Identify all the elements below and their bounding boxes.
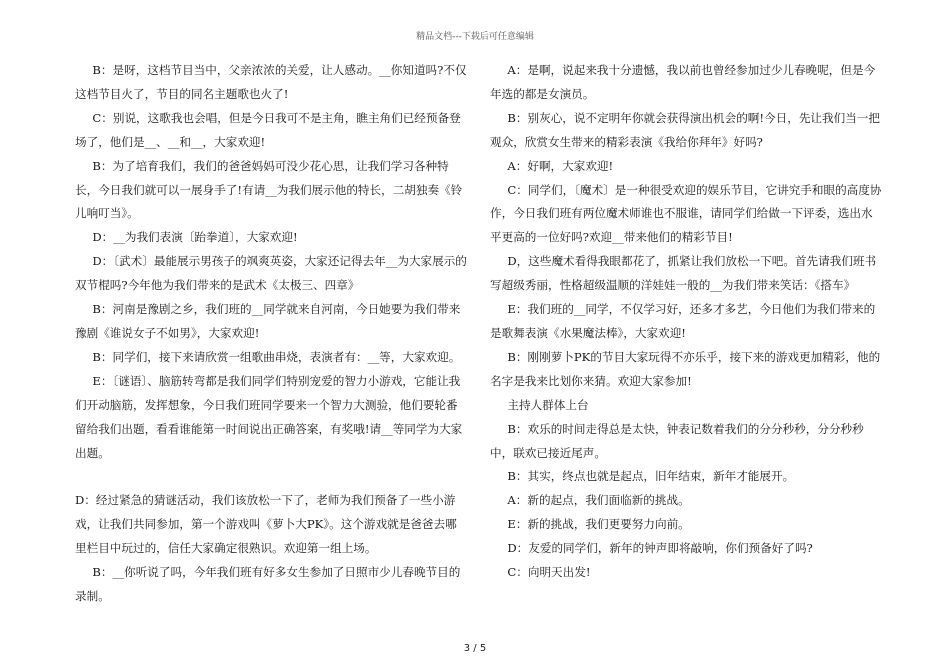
page-header: 精品文档---下载后可任意编辑 (416, 32, 534, 42)
paragraph: B：其实，终点也就是起点，旧年结束，新年才能展开。 (507, 469, 795, 484)
paragraph: C：同学们，〔魔术〕是一种很受欢迎的娱乐节目，它讲究手和眼的高度协作，今日我们班有两位魔术师谁也不服谁，请同学们给做一下评委，选出水平更高的一位好吗?欢迎__带来他们的精彩节目! (490, 182, 882, 245)
paragraph: B：欢乐的时间走得总是太快，钟表记数着我们的分分秒秒，分分秒秒中，联欢已接近尾声。 (490, 421, 864, 460)
paragraph: E：〔谜语〕、脑筋转弯都是我们同学们特别宠爱的智力小游戏，它能让我们开动脑筋，发挥想象，今日我们班同学要来一个智力大测验，他们要轮番留给我们出题，看看谁能第一时间说出正确答案，有奖哦!请__等同学为大家出题。 (75, 373, 463, 460)
paragraph: D：__为我们表演〔跆拳道〕，大家欢迎! (92, 230, 298, 245)
paragraph: B：别灰心，说不定明年你就会获得演出机会的啊!今日，先让我们当一把观众，欣赏女生带来的精彩表演《我给你拜年》好吗? (490, 110, 880, 149)
paragraph: B：是呀，这档节目当中，父亲浓浓的关爱，让人感动。__你知道吗?不仅这档节目火了，节目的同名主题歌也火了! (75, 63, 467, 101)
right-column (490, 59, 882, 585)
blank-line (75, 465, 467, 489)
paragraph: B：同学们，接下来请欣赏一组歌曲串烧，表演者有：__等，大家欢迎。 (92, 349, 461, 364)
paragraph: B：为了培育我们，我们的爸爸妈妈可没少花心思，让我们学习各种特长，今日我们就可以一展身手了!有请__为我们展示他的特长，二胡独奏《铃儿响叮当》。 (75, 158, 463, 221)
paragraph: E：新的挑战，我们更要努力向前。 (507, 517, 690, 532)
paragraph: E：我们班的__同学，不仅学习好，还多才多艺，今日他们为我们带来的是歌舞表演《水果魔法棒》，大家欢迎! (490, 302, 876, 340)
page-number: 3 / 5 (463, 643, 487, 654)
section-heading: 主持人群体上台 (507, 397, 589, 412)
paragraph: D：〔武术〕最能展示男孩子的飒爽英姿，大家还记得去年__为大家展示的双节棍吗?今年他为我们带来的是武术《太极三、四章》 (75, 254, 467, 293)
paragraph: D：经过紧急的猜谜活动，我们该放松一下了，老师为我们预备了一些小游戏，让我们共同参加，第一个游戏叫《萝卜大PK》。这个游戏就是爸爸去哪里栏目中玩过的，信任大家确定很熟识。欢迎第一组上场。 (75, 493, 457, 556)
paragraph: C：别说，这歌我也会唱，但是今日我可不是主角，瞧主角们已经预备登场了，他们是__、__和__，大家欢迎! (75, 110, 461, 149)
paragraph: C：向明天出发! (507, 565, 591, 580)
paragraph: D，这些魔术看得我眼都花了，抓紧让我们放松一下吧。首先请我们班书写超级秀丽，性格超级温顺的洋娃娃一般的__为我们带来笑话：《搭车》 (490, 254, 877, 293)
paragraph: B：河南是豫剧之乡，我们班的__同学就来自河南，今日她要为我们带来豫剧《谁说女子不如男》，大家欢迎! (75, 302, 461, 340)
paragraph: B：刚刚萝卜PK的节目大家玩得不亦乐乎，接下来的游戏更加精彩，他的名字是我来比划你来猜。欢迎大家参加! (490, 349, 881, 388)
paragraph: B：__你听说了吗，今年我们班有好多女生参加了日照市少儿春晚节目的录制。 (75, 565, 461, 603)
paragraph: D：友爱的同学们，新年的钟声即将敲响，你们预备好了吗? (507, 541, 813, 556)
paragraph: A：好啊，大家欢迎! (507, 158, 614, 173)
paragraph: A：新的起点，我们面临新的挑战。 (507, 493, 690, 508)
paragraph: A：是啊，说起来我十分遗憾，我以前也曾经参加过少儿春晚呢，但是今年选的都是女演员。 (490, 63, 876, 101)
left-column (75, 59, 467, 609)
